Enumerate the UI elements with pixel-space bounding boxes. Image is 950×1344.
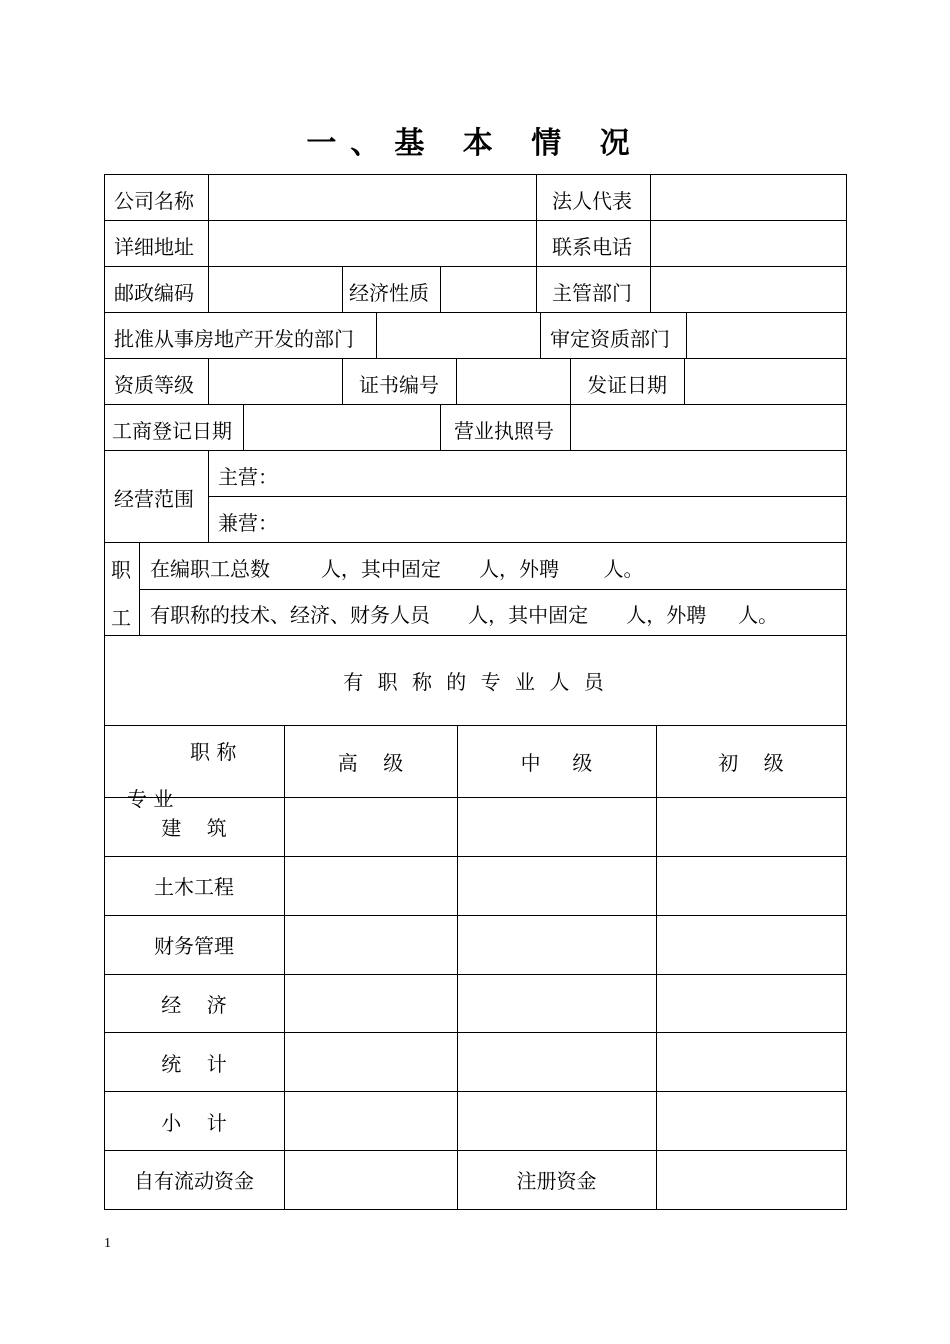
table-border-top [104, 174, 847, 175]
corner-specialty-label: 专 业 [127, 787, 174, 811]
row-divider [104, 635, 847, 636]
row-divider [104, 404, 847, 405]
column-divider [536, 266, 537, 312]
column-divider [536, 174, 537, 266]
column-divider [208, 358, 209, 404]
column-divider [457, 725, 458, 1210]
row-label-finance: 财务管理 [154, 934, 234, 958]
row-divider [104, 266, 847, 267]
corner-specialty-clip [105, 770, 284, 811]
page-number: 1 [104, 1236, 111, 1251]
column-divider [284, 725, 285, 1210]
row-divider [104, 1032, 847, 1033]
column-divider [208, 174, 209, 266]
supervising-dept-label: 主管部门 [552, 281, 632, 305]
column-divider [243, 404, 244, 450]
row-divider [104, 915, 847, 916]
row-divider [104, 1150, 847, 1151]
page-title: 一、基 本 情 况 [306, 126, 644, 161]
company-name-label: 公司名称 [114, 189, 194, 213]
main-business-label: 主营： [218, 465, 278, 489]
column-divider [139, 542, 140, 635]
table-border-bottom [104, 1209, 847, 1210]
column-divider [656, 725, 657, 1210]
qualification-dept-label: 审定资质部门 [550, 327, 670, 351]
legal-rep-label: 法人代表 [552, 189, 632, 213]
column-divider [440, 266, 441, 312]
column-divider [650, 174, 651, 266]
row-divider [104, 220, 847, 221]
col-junior-header: 初 级 [718, 751, 784, 775]
row-divider [104, 312, 847, 313]
column-divider [540, 312, 541, 358]
column-divider [650, 266, 651, 312]
row-label-economics: 经 济 [161, 993, 227, 1017]
row-label-statistics: 统 计 [161, 1052, 227, 1076]
column-divider [456, 358, 457, 404]
row-label-subtotal: 小 计 [161, 1111, 227, 1135]
issue-date-label: 发证日期 [587, 373, 667, 397]
staff-titled-line: 有职称的技术、经济、财务人员 人，其中固定 人，外聘 人。 [150, 603, 779, 627]
approving-dept-label: 批准从事房地产开发的部门 [114, 327, 354, 351]
side-business-label: 兼营： [218, 511, 278, 535]
working-capital-label: 自有流动资金 [134, 1169, 254, 1193]
column-divider [570, 404, 571, 450]
staff-total-line: 在编职工总数 人，其中固定 人，外聘 人。 [150, 557, 644, 581]
column-divider [570, 358, 571, 404]
col-senior-header: 高 级 [337, 751, 404, 775]
column-divider [208, 266, 209, 312]
registration-date-label: 工商登记日期 [112, 419, 232, 443]
column-divider [342, 266, 343, 312]
phone-label: 联系电话 [552, 235, 632, 259]
postcode-label: 邮政编码 [114, 281, 194, 305]
row-divider [104, 542, 847, 543]
column-divider [208, 450, 209, 542]
row-divider [208, 496, 847, 497]
column-divider [684, 358, 685, 404]
column-divider [440, 404, 441, 450]
row-divider [104, 797, 847, 798]
economic-nature-label: 经济性质 [349, 281, 429, 305]
col-middle-header: 中 级 [520, 751, 593, 775]
license-number-label: 营业执照号 [454, 419, 554, 443]
address-label: 详细地址 [114, 235, 194, 259]
business-scope-label: 经营范围 [114, 487, 194, 511]
row-label-civil-engineering: 土木工程 [154, 875, 234, 899]
staff-label-top: 职 [111, 558, 131, 582]
row-divider [104, 450, 847, 451]
row-divider [139, 589, 847, 590]
column-divider [686, 312, 687, 358]
row-divider [104, 1091, 847, 1092]
column-divider [342, 358, 343, 404]
row-divider [104, 856, 847, 857]
registered-capital-label: 注册资金 [516, 1169, 597, 1193]
column-divider [376, 312, 377, 358]
row-label-architecture: 建 筑 [161, 816, 227, 840]
professionals-heading: 有 职 称 的 专 业 人 员 [343, 670, 608, 694]
row-divider [104, 358, 847, 359]
qualification-level-label: 资质等级 [114, 373, 194, 397]
row-divider [104, 725, 847, 726]
corner-title-label: 职 称 [190, 740, 237, 764]
row-divider [104, 974, 847, 975]
cert-number-label: 证书编号 [359, 373, 439, 397]
staff-label-bottom: 工 [111, 606, 131, 630]
